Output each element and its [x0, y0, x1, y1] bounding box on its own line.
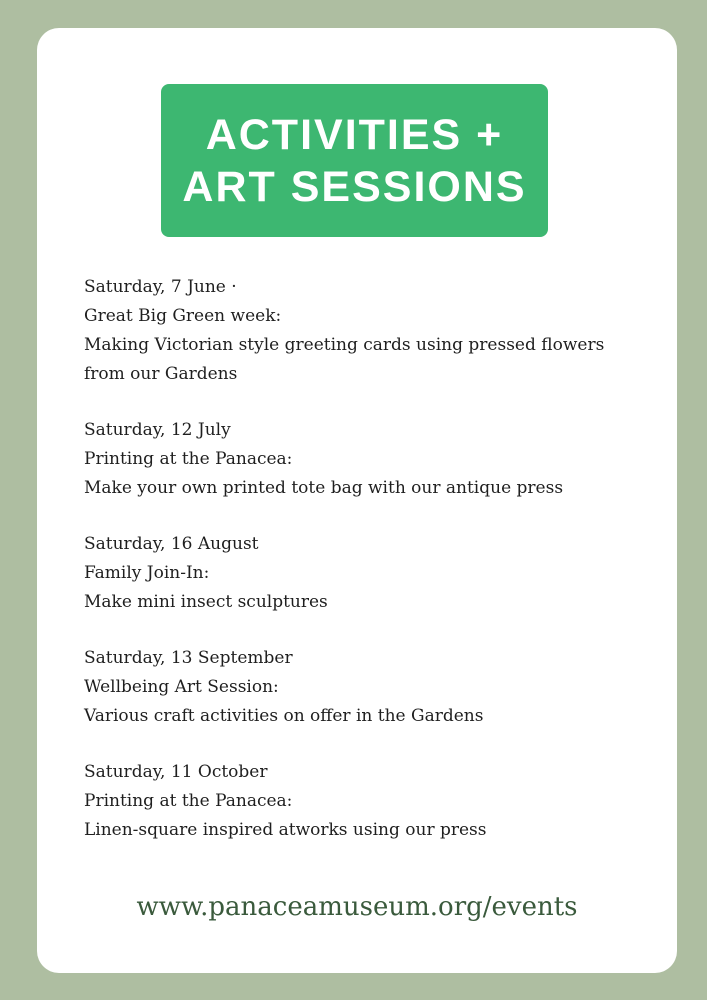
event-date: Saturday, 7 June ·	[84, 277, 237, 297]
event-item	[84, 758, 654, 845]
events-card	[37, 28, 677, 973]
banner-title-line-2: ART SESSIONS	[182, 162, 527, 211]
event-item	[84, 416, 654, 503]
event-title: Wellbeing Art Session:	[84, 677, 279, 697]
event-date: Saturday, 12 July	[84, 420, 231, 440]
banner-title-line-1: ACTIVITIES +	[205, 110, 504, 159]
event-description: Linen-square inspired atworks using our press	[84, 820, 487, 840]
event-date: Saturday, 11 October	[84, 762, 268, 782]
event-list	[84, 273, 654, 872]
event-title: Great Big Green week:	[84, 306, 282, 326]
event-description: from our Gardens	[84, 364, 238, 384]
header-banner	[161, 84, 548, 237]
event-description: Make mini insect sculptures	[84, 592, 328, 612]
event-description: Making Victorian style greeting cards using pressed flowers	[84, 335, 605, 355]
event-title: Printing at the Panacea:	[84, 791, 293, 811]
event-date: Saturday, 13 September	[84, 648, 293, 668]
event-item	[84, 530, 654, 617]
event-item	[84, 644, 654, 731]
events-url-link[interactable]: www.panaceamuseum.org/events	[136, 892, 578, 922]
event-title: Family Join-In:	[84, 563, 210, 583]
event-title: Printing at the Panacea:	[84, 449, 293, 469]
event-description: Make your own printed tote bag with our antique press	[84, 478, 564, 498]
event-description: Various craft activities on offer in the Gardens	[84, 706, 484, 726]
event-date: Saturday, 16 August	[84, 534, 259, 554]
event-item	[84, 273, 654, 389]
